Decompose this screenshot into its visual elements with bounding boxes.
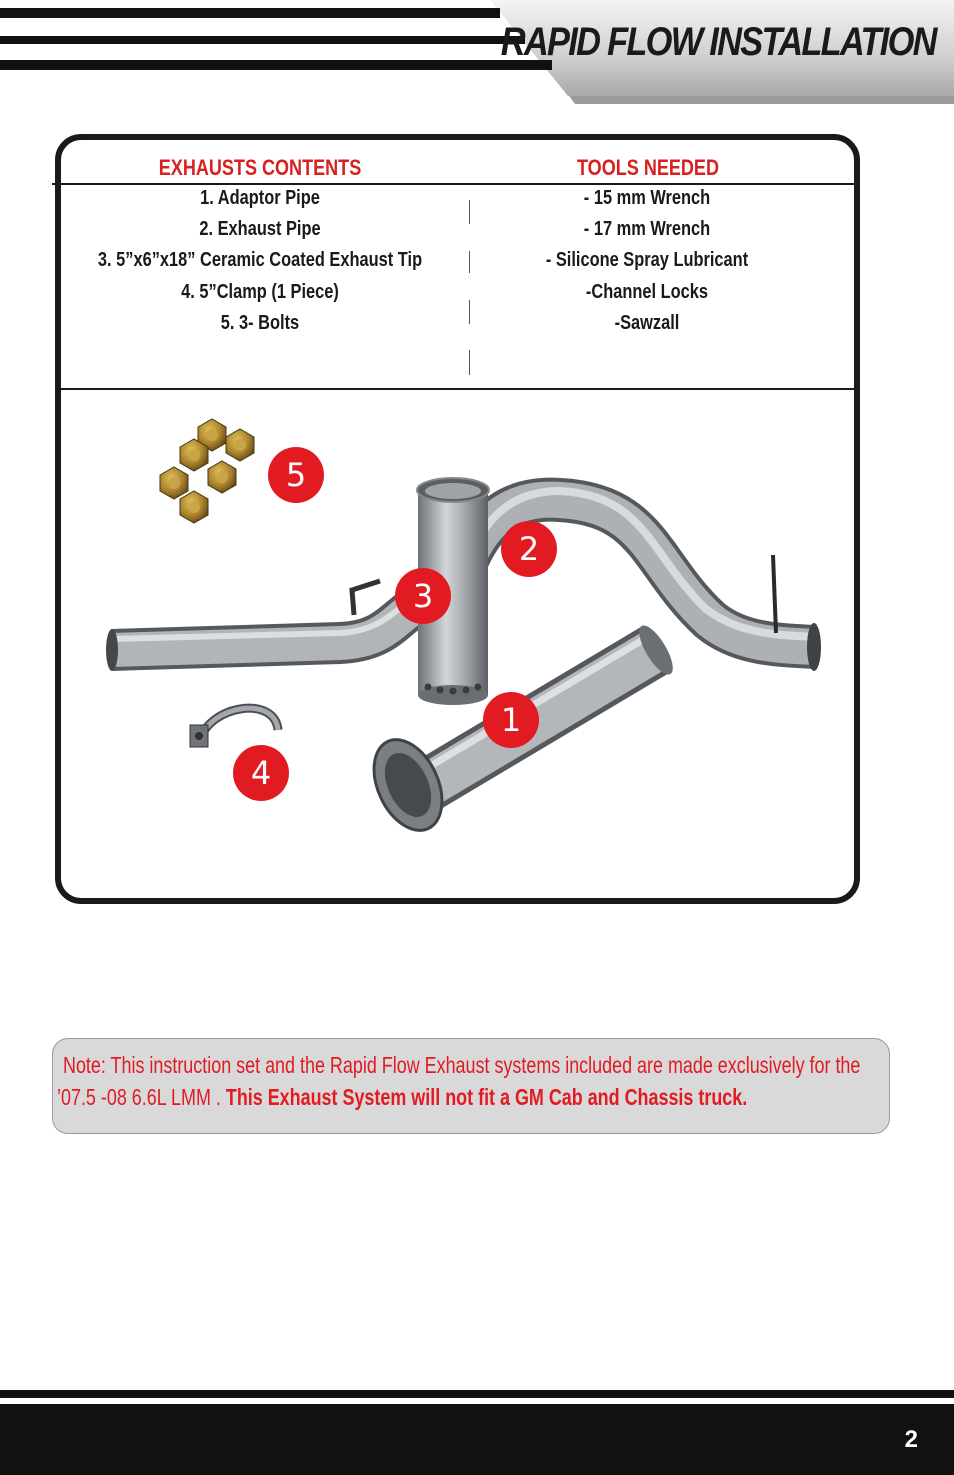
- column-separator: [469, 251, 470, 273]
- exhaust-item-2: 2. Exhaust Pipe: [199, 218, 321, 240]
- exhaust-item-4: 4. 5”Clamp (1 Piece): [181, 281, 339, 303]
- tool-item-4: -Channel Locks: [585, 281, 709, 303]
- note-warning-text: This Exhaust System will not ﬁt a GM Cab and Chassis truck.: [225, 1084, 748, 1110]
- page-number: 2: [904, 1426, 918, 1453]
- callout-badge-4: 4: [233, 745, 289, 801]
- bolts-image: [160, 419, 254, 523]
- column-separator: [469, 300, 470, 324]
- list-bottom-divider: [60, 388, 856, 390]
- tool-item-5: -Sawzall: [614, 312, 680, 334]
- exhaust-item-5: 5. 3- Bolts: [220, 312, 300, 334]
- column-separator: [469, 200, 470, 224]
- page-title: RAPID FLOW INSTALLATION: [501, 20, 936, 64]
- footer-rule: [0, 1390, 954, 1398]
- callout-badge-3: 3: [395, 568, 451, 624]
- clamp-image: [190, 708, 278, 747]
- heading-divider: [52, 183, 860, 185]
- callout-badge-2: 2: [501, 521, 557, 577]
- column-separator: [469, 350, 470, 375]
- page-header: [0, 0, 954, 110]
- note-line-1: Note: This instruction set and the Rapid Flow Exhaust systems included are made exclusively for the: [63, 1052, 861, 1078]
- note-line-2: [57, 1084, 747, 1111]
- exhaust-item-1: 1. Adaptor Pipe: [200, 187, 320, 209]
- tool-item-2: - 17 mm Wrench: [583, 218, 711, 240]
- note-line-2-text: ’07.5 -08 6.6L LMM .: [57, 1084, 226, 1110]
- tool-item-3: - Silicone Spray Lubricant: [545, 249, 749, 271]
- tool-item-1: - 15 mm Wrench: [583, 187, 711, 209]
- page-footer: [0, 1404, 954, 1475]
- exhaust-item-3: 3. 5”x6”x18” Ceramic Coated Exhaust Tip: [97, 249, 423, 271]
- compatibility-note: [52, 1038, 890, 1134]
- callout-badge-1: 1: [483, 692, 539, 748]
- exhaust-kit-photo: [90, 395, 830, 845]
- tools-needed-heading: TOOLS NEEDED: [576, 155, 720, 180]
- callout-badge-5: 5: [268, 447, 324, 503]
- exhaust-contents-heading: EXHAUSTS CONTENTS: [158, 155, 362, 180]
